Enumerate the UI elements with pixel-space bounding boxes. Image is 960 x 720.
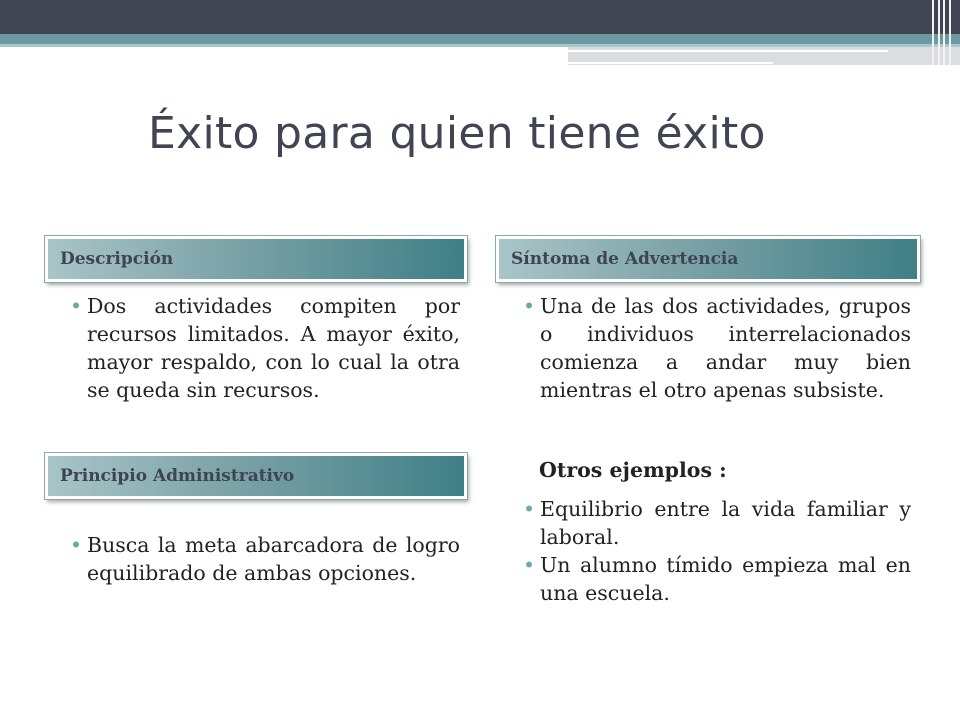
sintoma-list xyxy=(513,292,911,404)
right-decoration-bars xyxy=(930,0,956,65)
principio-text: Busca la meta abarcadora de logro equilibrado de ambas opciones. xyxy=(87,533,460,585)
white-line xyxy=(568,50,888,52)
list-item xyxy=(60,292,460,404)
list-item xyxy=(513,495,911,551)
bullet-icon: • xyxy=(523,553,536,577)
descripcion-text: Dos actividades compiten por recursos limitados. A mayor éxito, mayor respaldo, con lo cual la otra se queda sin recursos. xyxy=(87,294,460,402)
bullet-icon: • xyxy=(523,294,536,318)
list-item xyxy=(513,551,911,607)
top-decoration-bar xyxy=(0,0,960,34)
principio-list xyxy=(60,531,460,587)
teal-stripe xyxy=(0,34,960,44)
list-item xyxy=(513,292,911,404)
header-principio-administrativo: Principio Administrativo xyxy=(45,453,467,499)
header-descripcion: Descripción xyxy=(45,236,467,282)
white-line xyxy=(568,62,773,64)
bullet-icon: • xyxy=(523,497,536,521)
bullet-icon: • xyxy=(70,294,83,318)
sintoma-text: Una de las dos actividades, grupos o individuos interrelacionados comienza a andar muy bien mientras el otro apenas subsiste. xyxy=(540,294,911,402)
descripcion-list xyxy=(60,292,460,404)
bullet-icon: • xyxy=(70,533,83,557)
otros-ejemplos-list xyxy=(513,495,911,607)
header-sintoma-advertencia: Síntoma de Advertencia xyxy=(496,236,920,282)
otro-ejemplo-text: Equilibrio entre la vida familiar y laboral. xyxy=(540,497,911,549)
otros-ejemplos-heading: Otros ejemplos : xyxy=(539,458,727,482)
otro-ejemplo-text: Un alumno tímido empieza mal en una escuela. xyxy=(540,553,911,605)
list-item xyxy=(60,531,460,587)
slide-title: Éxito para quien tiene éxito xyxy=(148,108,766,159)
